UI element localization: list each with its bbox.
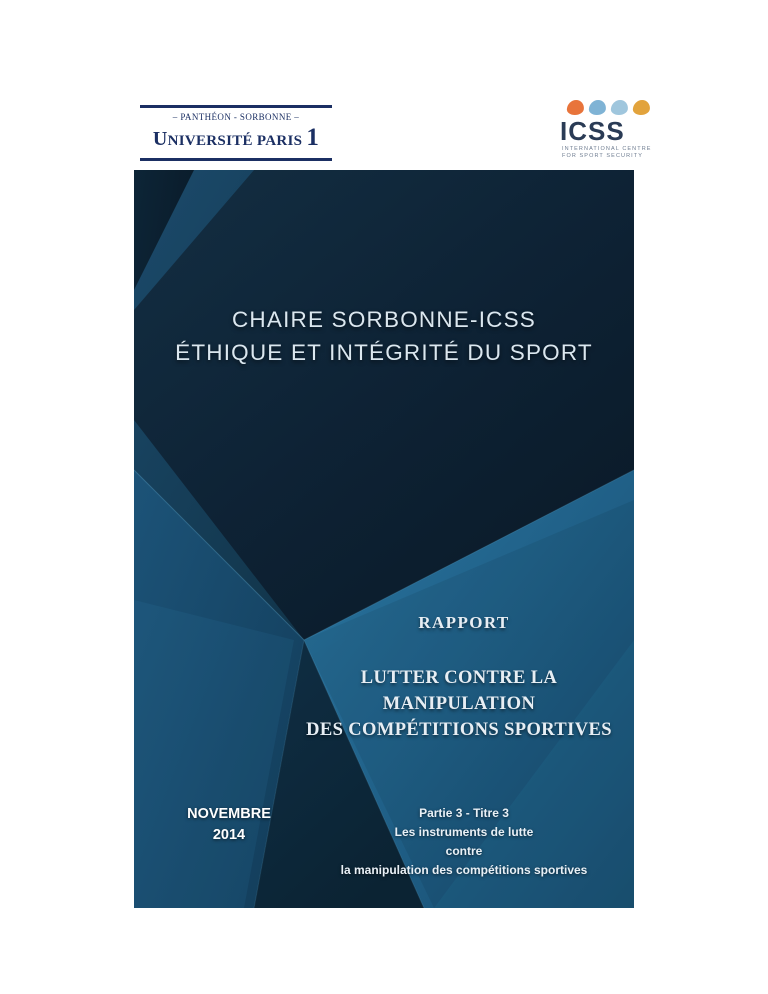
publication-month: NOVEMBRE: [187, 806, 271, 822]
universite-subtitle: – PANTHÉON - SORBONNE –: [172, 112, 300, 122]
cover-subtitle-line3: contre: [445, 844, 483, 858]
report-title-line2: DES COMPÉTITIONS SPORTIVES: [306, 720, 612, 740]
universite-name: [140, 126, 332, 153]
report-title-line1: LUTTER CONTRE LA MANIPULATION: [360, 668, 558, 714]
icss-wordmark: ICSS: [560, 116, 625, 146]
publication-date: [154, 804, 304, 846]
cover-panel: [134, 170, 634, 908]
cover-title: [134, 303, 634, 369]
universite-paris1-logo: [140, 105, 332, 161]
cover-subtitle-line1: Partie 3 - Titre 3: [419, 806, 509, 820]
icss-logo: [552, 100, 672, 162]
icss-tagline-line1: INTERNATIONAL CENTRE: [562, 146, 652, 152]
universite-name-number: 1: [306, 124, 320, 151]
cover-subtitle-line2: Les instruments de lutte: [394, 825, 534, 839]
logo-rule-bottom: [140, 158, 332, 161]
universite-name-u: U: [152, 128, 168, 150]
icss-mark-yellow-icon: [632, 100, 650, 115]
cover-title-line2: ÉTHIQUE ET INTÉGRITÉ DU SPORT: [175, 340, 593, 365]
publication-year: 2014: [212, 827, 246, 843]
report-label: RAPPORT: [418, 613, 510, 632]
cover-subtitle: [294, 804, 634, 880]
report-title: [284, 665, 634, 743]
cover-title-line1: CHAIRE SORBONNE-ICSS: [231, 307, 537, 332]
icss-mark-blue-icon: [588, 100, 606, 115]
universite-name-paris: PARIS: [252, 133, 307, 149]
cover-subtitle-line4: la manipulation des compétitions sportives: [340, 863, 588, 877]
cover-text-layer: [134, 170, 634, 908]
icss-tagline-line2: FOR SPORT SECURITY: [562, 153, 644, 159]
icss-mark-group-icon: [567, 100, 647, 116]
icss-mark-lightblue-icon: [610, 100, 628, 115]
icss-mark-orange-icon: [566, 100, 584, 115]
document-header: [0, 95, 768, 170]
logo-rule-top: [140, 105, 332, 108]
universite-name-rest: NIVERSIT: [167, 133, 243, 149]
universite-name-e: É: [242, 133, 253, 149]
